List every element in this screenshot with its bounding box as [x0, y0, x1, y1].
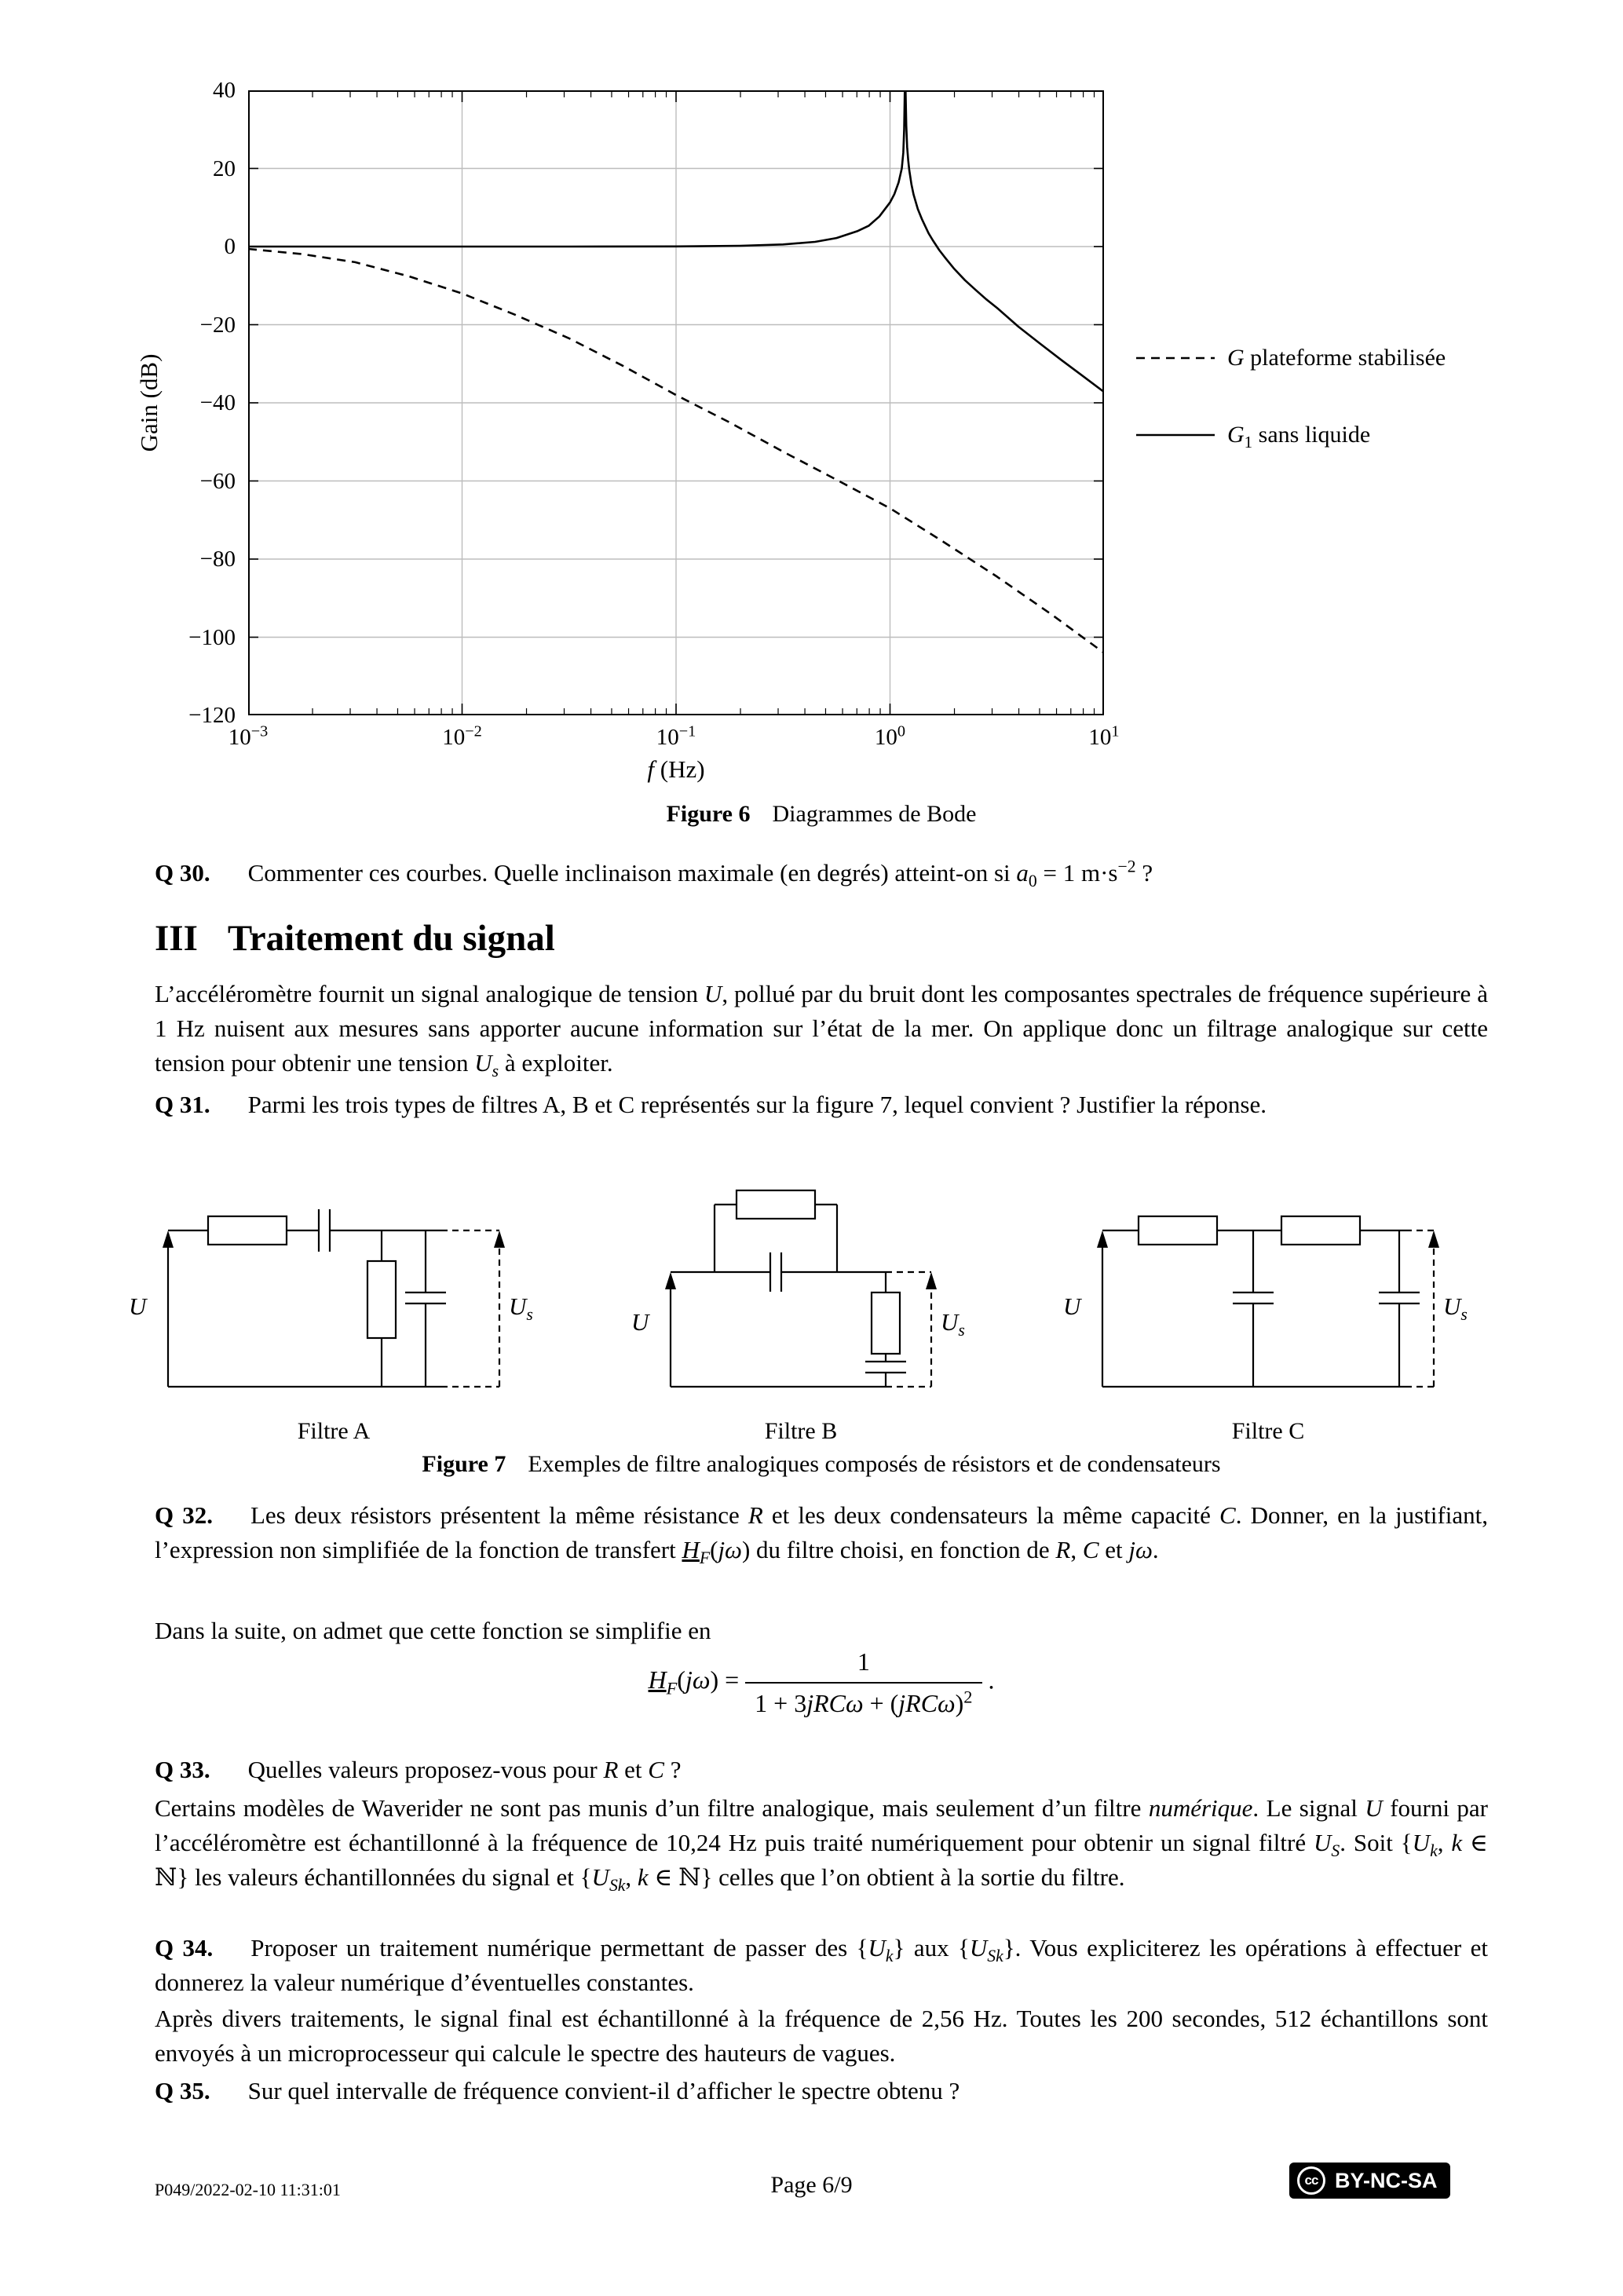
- x-tick-label: $10^0$: [874, 722, 906, 750]
- paragraph-suite: Dans la suite, on admet que cette fonction se simplifie en: [155, 1617, 711, 1644]
- figure6-caption-label: Figure 6: [666, 801, 751, 827]
- legend-label: $G_1$ sans liquide: [1227, 422, 1371, 452]
- question-32: [155, 1498, 1488, 1567]
- y-tick-label: 20: [213, 155, 236, 181]
- y-tick-label: −80: [199, 547, 236, 572]
- input-arrow-icon: [163, 1230, 174, 1248]
- resistor-symbol: [1139, 1216, 1217, 1245]
- input-arrow-icon: [665, 1272, 676, 1289]
- resistor-symbol: [1281, 1216, 1360, 1245]
- input-voltage-label: U: [129, 1292, 147, 1320]
- fraction: [745, 1647, 981, 1718]
- output-voltage-label: $U_s$: [1443, 1292, 1468, 1325]
- output-arrow-icon: [1428, 1230, 1439, 1248]
- input-voltage-label: U: [631, 1308, 649, 1336]
- legend-line-solid-icon: [1136, 432, 1215, 438]
- formula-suffix: .: [988, 1665, 995, 1695]
- legend-line-dashed-icon: [1136, 355, 1215, 361]
- question-label: Q 31.: [155, 1091, 210, 1118]
- footer-reference: P049/2022-02-10 11:31:01: [155, 2180, 341, 2199]
- figure6-caption: [155, 801, 1488, 828]
- question-34: [155, 1931, 1488, 2000]
- x-axis-label: f (Hz): [647, 755, 705, 783]
- fraction-numerator: 1: [857, 1647, 870, 1676]
- filter-a-schematic: [133, 1173, 534, 1417]
- page-number: Page 6/9: [770, 2172, 853, 2198]
- question-text: Quelles valeurs proposez-vous pour R et C ?: [247, 1756, 682, 1783]
- y-tick-label: 40: [213, 78, 236, 103]
- output-arrow-icon: [926, 1272, 937, 1289]
- section-title: Traitement du signal: [227, 918, 555, 959]
- bode-plot: [248, 90, 1104, 715]
- cc-license-text: BY-NC-SA: [1335, 2168, 1438, 2192]
- y-axis-label: Gain (dB): [135, 353, 163, 452]
- y-tick-label: 0: [224, 234, 236, 259]
- question-text: Commenter ces courbes. Quelle inclinaison maximale (en degrés) atteint-on si $a_0 = 1$ $m\cdot s^{-2}$ ?: [247, 857, 1153, 891]
- legend-item-dashed: [1136, 336, 1446, 380]
- y-tick-label: −40: [199, 390, 236, 415]
- question-label: Q 33.: [155, 1756, 210, 1783]
- paragraph-intro: L’accéléromètre fournit un signal analogique de tension U, pollué par du bruit dont les composantes spectrales de fréquence supérieure à 1 Hz nuisent aux mesures sans apporter aucune information sur l’état de la mer. On applique donc un filtrage analogique sur cette tension pour obtenir une tension $U_s$ à exploiter.: [155, 980, 1488, 1081]
- paragraph-waverider: Certains modèles de Waverider ne sont pas munis d’un filtre analogique, mais seulement d’un filtre numérique. Le signal U fourni par l’accéléromètre est échantillonné à la fréquence de 10,24 Hz puis traité numériquement pour obtenir un signal filtré $U_S$. Soit {$U_k$, k ∈ ℕ} les valeurs échantillonnées du signal et {$U_{Sk}$, k ∈ ℕ} celles que l’on obtient à la sortie du filtre.: [155, 1794, 1489, 1896]
- formula-lhs: $H_F(j\omega)$ =: [648, 1665, 740, 1698]
- y-tick-label: −60: [199, 468, 236, 494]
- question-33: [155, 1753, 1488, 1787]
- filter-a-circuit: [129, 1173, 534, 1417]
- figure7-caption-text: Exemples de filtre analogiques composés de résistors et de condensateurs: [528, 1451, 1221, 1477]
- question-label: Q 35.: [155, 2077, 210, 2104]
- figure7-caption: [155, 1451, 1488, 1478]
- section-heading: [155, 917, 555, 960]
- section-number: III: [155, 918, 198, 959]
- question-text: Proposer un traitement numérique permettant de passer des $\{U_k\}$ aux $\{U_{Sk}\}$. Vous expliciterez les opérations à effectuer et donnerez la valeur numérique d’éventuelles constantes.: [155, 1934, 1488, 1996]
- filter-a-name: Filtre A: [297, 1418, 371, 1444]
- filter-b-name: Filtre B: [764, 1418, 838, 1444]
- filter-c-name: Filtre C: [1231, 1418, 1305, 1444]
- filter-b-circuit: [631, 1173, 966, 1417]
- resistor-symbol: [872, 1292, 900, 1354]
- output-voltage-label: $U_s$: [941, 1308, 965, 1340]
- question-31: [155, 1088, 1488, 1122]
- filter-c-schematic: [1068, 1173, 1468, 1417]
- question-label: Q 32.: [155, 1501, 213, 1529]
- x-tick-label: $10^1$: [1088, 722, 1120, 750]
- filter-b-schematic: [636, 1173, 966, 1417]
- question-text: Parmi les trois types de filtres A, B et C représentés sur la figure 7, lequel convient ? Justifier la réponse.: [247, 1091, 1267, 1118]
- x-tick-label: $10^{-1}$: [656, 722, 696, 750]
- input-voltage-label: U: [1063, 1292, 1081, 1320]
- resistor-symbol: [367, 1261, 396, 1338]
- figure6-caption-text: Diagrammes de Bode: [772, 801, 977, 827]
- input-arrow-icon: [1097, 1230, 1108, 1248]
- legend-item-solid: [1136, 413, 1446, 457]
- chart-legend: [1136, 336, 1446, 457]
- y-tick-label: −120: [188, 703, 236, 728]
- figure7-caption-label: Figure 7: [422, 1451, 506, 1477]
- x-tick-label: $10^{-3}$: [228, 722, 269, 750]
- resistor-symbol: [208, 1216, 287, 1245]
- y-tick-label: −20: [199, 312, 236, 338]
- question-label: Q 34.: [155, 1934, 214, 1961]
- y-tick-label: −100: [188, 624, 236, 650]
- cc-license-badge: [1289, 2163, 1450, 2199]
- legend-label: G plateforme stabilisée: [1227, 345, 1446, 371]
- output-voltage-label: $U_s$: [509, 1292, 533, 1325]
- question-35: [155, 2074, 1488, 2108]
- resistor-symbol: [737, 1190, 815, 1219]
- fraction-denominator: $1 + 3jRC\omega + (jRC\omega)^2$: [745, 1682, 981, 1718]
- output-arrow-icon: [494, 1230, 505, 1248]
- question-label: Q 30.: [155, 859, 210, 887]
- paragraph-apres: Après divers traitements, le signal final est échantillonné à la fréquence de 2,56 Hz. Toutes les 200 secondes, 512 échantillons sont envoyés à un microprocesseur qui calcule le spectre des hauteurs de vagues.: [155, 2005, 1488, 2067]
- cc-icon: cc: [1297, 2166, 1325, 2195]
- filter-c-circuit: [1063, 1173, 1468, 1417]
- transfer-function-formula: [155, 1647, 1488, 1718]
- question-30: [155, 856, 1488, 890]
- x-tick-label: $10^{-2}$: [442, 722, 482, 750]
- question-text: Les deux résistors présentent la même résistance R et les deux condensateurs la même capacité C. Donner, en la justifiant, l’expression non simplifiée de la fonction de transfert $H_F(j\omega)$ du filtre choisi, en fonction de R, C et jω.: [155, 1501, 1488, 1568]
- question-text: Sur quel intervalle de fréquence convient-il d’afficher le spectre obtenu ?: [247, 2077, 960, 2104]
